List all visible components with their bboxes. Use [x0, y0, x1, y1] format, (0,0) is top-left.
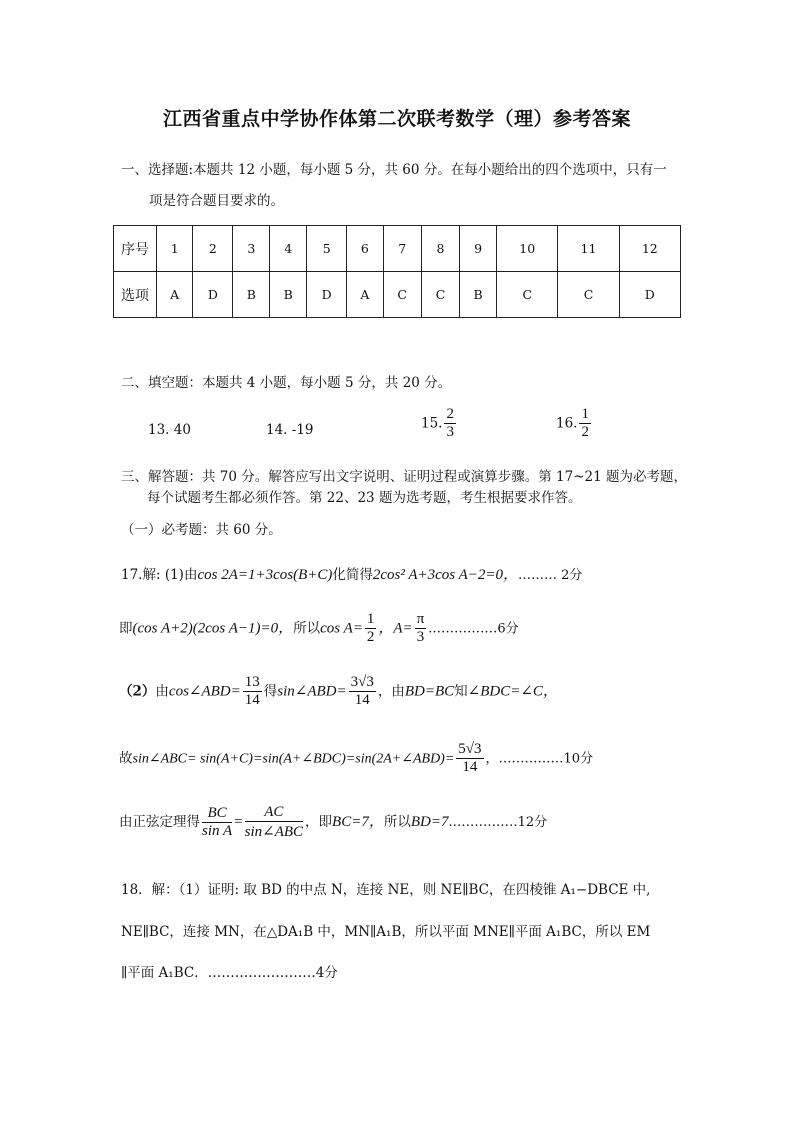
page-title: 江西省重点中学协作体第二次联考数学（理）参考答案 — [162, 108, 631, 130]
fraction — [365, 611, 377, 647]
section2-heading: 二、填空题：本题共 4 小题，每小题 5 分，共 20 分。 — [121, 375, 452, 391]
table-cell-answer: C — [497, 272, 558, 318]
table-cell-answer: C — [421, 272, 459, 318]
denominator: sin A — [202, 823, 233, 839]
numerator: π — [415, 611, 427, 629]
text: 故 — [119, 750, 133, 767]
equation: sin∠ABD= — [277, 683, 347, 700]
denominator: 14 — [244, 692, 260, 709]
numerator: AC — [245, 804, 303, 822]
text: ，即 — [305, 814, 333, 830]
table-cell-number: 2 — [193, 226, 233, 272]
table-cell-answer: B — [460, 272, 497, 318]
denominator: 14 — [462, 759, 478, 776]
text: 化简得 — [332, 567, 373, 583]
table-cell-answer: A — [157, 272, 193, 318]
q17-line2 — [119, 611, 519, 647]
equation: ，A= — [378, 620, 413, 637]
answer-16 — [556, 406, 593, 442]
score-mark: ，……………10分 — [485, 751, 594, 767]
table-row-numbers — [114, 226, 681, 272]
denominator: 2 — [581, 424, 589, 441]
numerator: 3√3 — [349, 674, 376, 692]
equation: ∠BDC=∠C， — [467, 683, 558, 700]
q17-line3 — [119, 674, 558, 710]
text: 即 — [119, 620, 133, 637]
denominator: 14 — [354, 692, 370, 709]
answer-15-label: 15. — [421, 415, 443, 432]
fraction — [202, 805, 232, 840]
table-cell-answer: B — [270, 272, 307, 318]
equation: 2cos² A+3cos A−2=0， — [372, 567, 519, 583]
table-cell-answer: B — [233, 272, 270, 318]
equation: cos A= — [320, 620, 363, 637]
q17-line4 — [119, 741, 593, 777]
answer-14: 14. -19 — [266, 422, 314, 438]
question-number: 17. — [121, 567, 143, 583]
section1-line2: 项是符合题目要求的。 — [149, 193, 284, 209]
equation: cos 2A=1+3cos(B+C) — [197, 567, 333, 583]
section3-heading-line1: 三、解答题：共 70 分。解答应写出文字说明、证明过程或演算步骤。第 17~21 题为必考题， — [121, 469, 688, 485]
table-header-number: 序号 — [114, 226, 157, 272]
table-cell-answer: C — [558, 272, 619, 318]
table-cell-number: 1 — [157, 226, 193, 272]
answer-16-label: 16. — [556, 415, 578, 432]
equation: (cos A+2)(2cos A−1)=0， — [132, 620, 294, 637]
fraction — [349, 674, 376, 710]
numerator: 5√3 — [456, 741, 483, 759]
table-cell-number: 12 — [619, 226, 680, 272]
q17-line1 — [121, 563, 582, 584]
answer-15 — [421, 406, 458, 442]
fraction — [245, 804, 303, 841]
denominator: 2 — [366, 629, 375, 646]
text: 由 — [155, 683, 169, 700]
numerator: 2 — [444, 406, 456, 424]
table-cell-number: 11 — [558, 226, 619, 272]
q17-line5 — [119, 804, 547, 841]
fraction — [579, 406, 591, 442]
table-cell-number: 8 — [421, 226, 459, 272]
table-cell-number: 9 — [460, 226, 497, 272]
equation: cos∠ABD= — [168, 683, 241, 700]
equation: = — [234, 814, 243, 830]
table-row-answers — [114, 272, 681, 318]
q18-line2: NE∥BC，连接 MN，在△DA₁B 中，MN∥A₁B，所以平面 MNE∥平面 A₁BC，所以 EM — [121, 924, 651, 940]
text: 解: (1)由 — [142, 567, 198, 583]
numerator: 13 — [243, 674, 262, 692]
part-label: （2） — [119, 683, 156, 700]
table-cell-answer: D — [193, 272, 233, 318]
table-cell-answer: A — [347, 272, 383, 318]
section1-heading-rest: 本题共 12 小题，每小题 5 分，共 60 分。在每小题给出的四个选项中，只有一 — [193, 162, 667, 178]
table-cell-number: 4 — [270, 226, 307, 272]
q18-line1: 18．解：（1）证明: 取 BD 的中点 N，连接 NE，则 NE∥BC，在四棱锥 A₁−DBCE 中, — [121, 882, 651, 898]
text: 知 — [454, 683, 468, 700]
section1-heading-bold: 一、选择题: — [121, 162, 194, 178]
score-mark: ……… 2分 — [518, 568, 583, 583]
fraction — [444, 406, 456, 442]
table-cell-number: 5 — [307, 226, 347, 272]
numerator: 1 — [579, 406, 591, 424]
answer-table — [113, 225, 681, 318]
section3-heading-line2: 每个试题考生都必须作答。第 22、23 题为选考题，考生根据要求作答。 — [147, 490, 582, 506]
table-header-answer: 选项 — [114, 272, 157, 318]
section3-subheading: （一）必考题：共 60 分。 — [121, 522, 282, 538]
q18-line3: ∥平面 A₁BC．……………………4分 — [121, 965, 338, 981]
table-cell-number: 6 — [347, 226, 383, 272]
score-mark: .……………12分 — [448, 815, 548, 830]
equation: BD=BC — [404, 683, 455, 700]
table-cell-answer: C — [383, 272, 421, 318]
numerator: BC — [202, 805, 232, 823]
fraction — [243, 674, 262, 710]
table-cell-answer: D — [619, 272, 680, 318]
equation: BC=7， — [332, 814, 384, 830]
table-cell-number: 10 — [497, 226, 558, 272]
fraction — [456, 741, 483, 777]
denominator: 3 — [446, 424, 454, 441]
table-cell-number: 7 — [383, 226, 421, 272]
text: ，由 — [377, 683, 405, 700]
table-cell-number: 3 — [233, 226, 270, 272]
text: 由正弦定理得 — [119, 814, 200, 830]
equation: sin∠ABC= sin(A+C)=sin(A+∠BDC)=sin(2A+∠ABD)= — [132, 751, 455, 767]
fraction — [415, 611, 427, 647]
text: 得 — [263, 683, 278, 700]
answer-13: 13. 40 — [148, 422, 191, 438]
score-mark: .……………6分 — [428, 621, 519, 637]
section1-heading — [121, 158, 667, 178]
text: 所以 — [383, 814, 411, 830]
numerator: 1 — [365, 611, 377, 629]
denominator: sin∠ABC — [244, 824, 304, 840]
denominator: 3 — [416, 629, 425, 646]
text: 所以 — [293, 620, 321, 637]
table-cell-answer: D — [307, 272, 347, 318]
equation: BD=7 — [410, 814, 449, 830]
